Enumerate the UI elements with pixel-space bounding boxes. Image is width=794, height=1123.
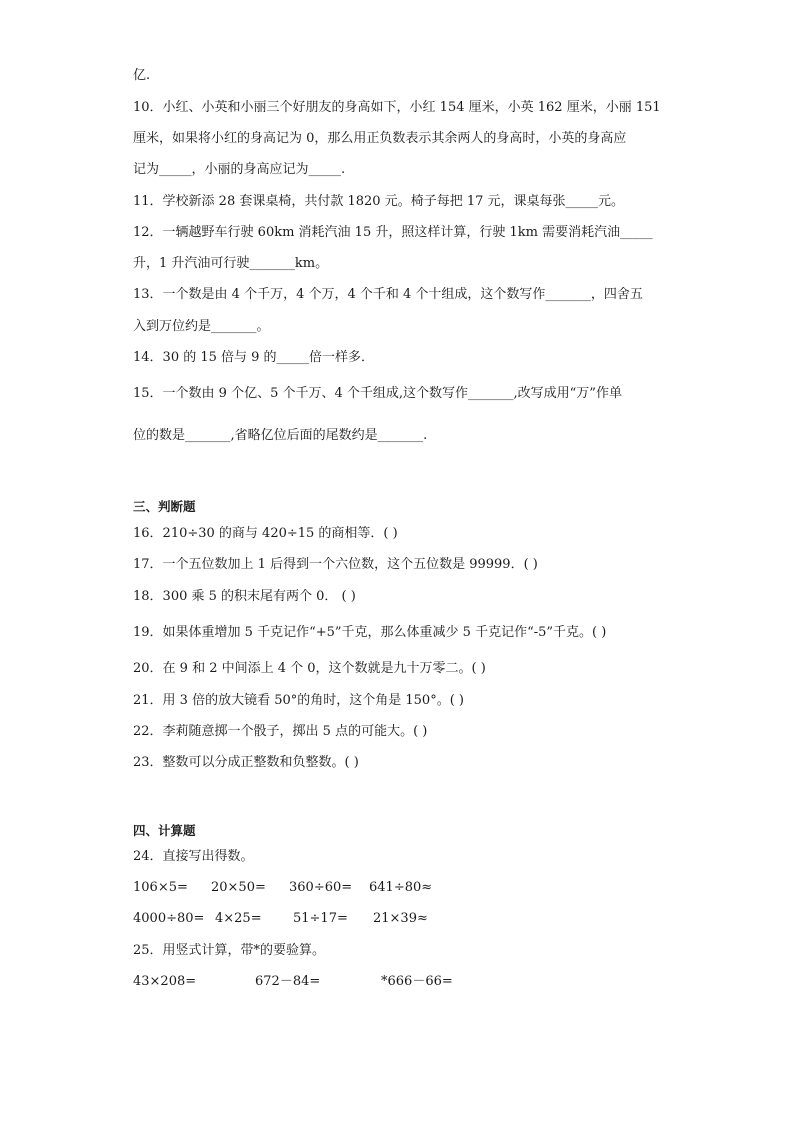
calc-item: 51÷17= [293,911,348,926]
calc-item: 360÷60= [289,880,353,895]
calc-item: 21×39≈ [373,911,428,926]
question-22: 22．李莉随意掷一个骰子，掷出 5 点的可能大。( ) [133,724,428,739]
calc-item: 106×5= [133,880,188,895]
question-23: 23．整数可以分成正整数和负整数。( ) [133,755,359,770]
calc-item: 20×50= [211,880,266,895]
question-16: 16．210÷30 的商与 420÷15 的商相等．( ) [133,526,398,541]
calc-item: 4×25= [215,911,262,926]
question-19: 19．如果体重增加 5 千克记作“+5”千克，那么体重减少 5 千克记作“-5”千克。( ) [133,625,607,640]
question-14: 14．30 的 15 倍与 9 的_____倍一样多． [133,350,375,365]
question-15-line2: 位的数是_______,省略亿位后面的尾数约是_______. [133,428,428,443]
section-3-heading: 三、判断题 [133,499,196,514]
question-10-line3: 记为_____，小丽的身高应记为_____. [133,162,346,177]
q9-tail: 亿. [133,68,151,83]
calc-item: *666－66= [381,974,453,989]
question-12-line1: 12．一辆越野车行驶 60km 消耗汽油 15 升，照这样计算，行驶 1km 需要消耗汽油_____ [133,225,653,240]
question-13-line1: 13．一个数是由 4 个千万，4 个万，4 个千和 4 个十组成，这个数写作_______，四舍五 [133,287,643,302]
question-25: 25．用竖式计算，带*的要验算。 [133,943,326,958]
question-11: 11．学校新添 28 套课桌椅，共付款 1820 元。椅子每把 17 元，课桌每张_____元。 [133,194,625,209]
question-15-line1: 15．一个数由 9 个亿、5 个千万、4 个千组成,这个数写作_______,改写成用“万”作单 [133,386,622,401]
calc-item: 672－84= [255,974,321,989]
calc-item: 4000÷80= [133,911,205,926]
question-12-line2: 升，1 升汽油可行驶_______km。 [133,256,329,271]
calc-item: 43×208= [133,974,197,989]
question-20: 20．在 9 和 2 中间添上 4 个 0，这个数就是九十万零二。( ) [133,661,486,676]
question-21: 21．用 3 倍的放大镜看 50°的角时，这个角是 150°。( ) [133,693,464,708]
section-4-heading: 四、计算题 [133,823,196,838]
calc-item: 641÷80≈ [369,880,433,895]
question-24: 24．直接写出得数。 [133,849,254,864]
question-10-line1: 10．小红、小英和小丽三个好朋友的身高如下，小红 154 厘米，小英 162 厘米，小丽 151 [133,100,661,115]
question-17: 17．一个五位数加上 1 后得到一个六位数，这个五位数是 99999．( ) [133,557,538,572]
question-13-line2: 入到万位约是_______。 [133,319,270,334]
question-10-line2: 厘米，如果将小红的身高记为 0，那么用正负数表示其余两人的身高时，小英的身高应 [133,131,627,146]
question-18: 18．300 乘 5 的积末尾有两个 0． ( ) [133,589,356,604]
